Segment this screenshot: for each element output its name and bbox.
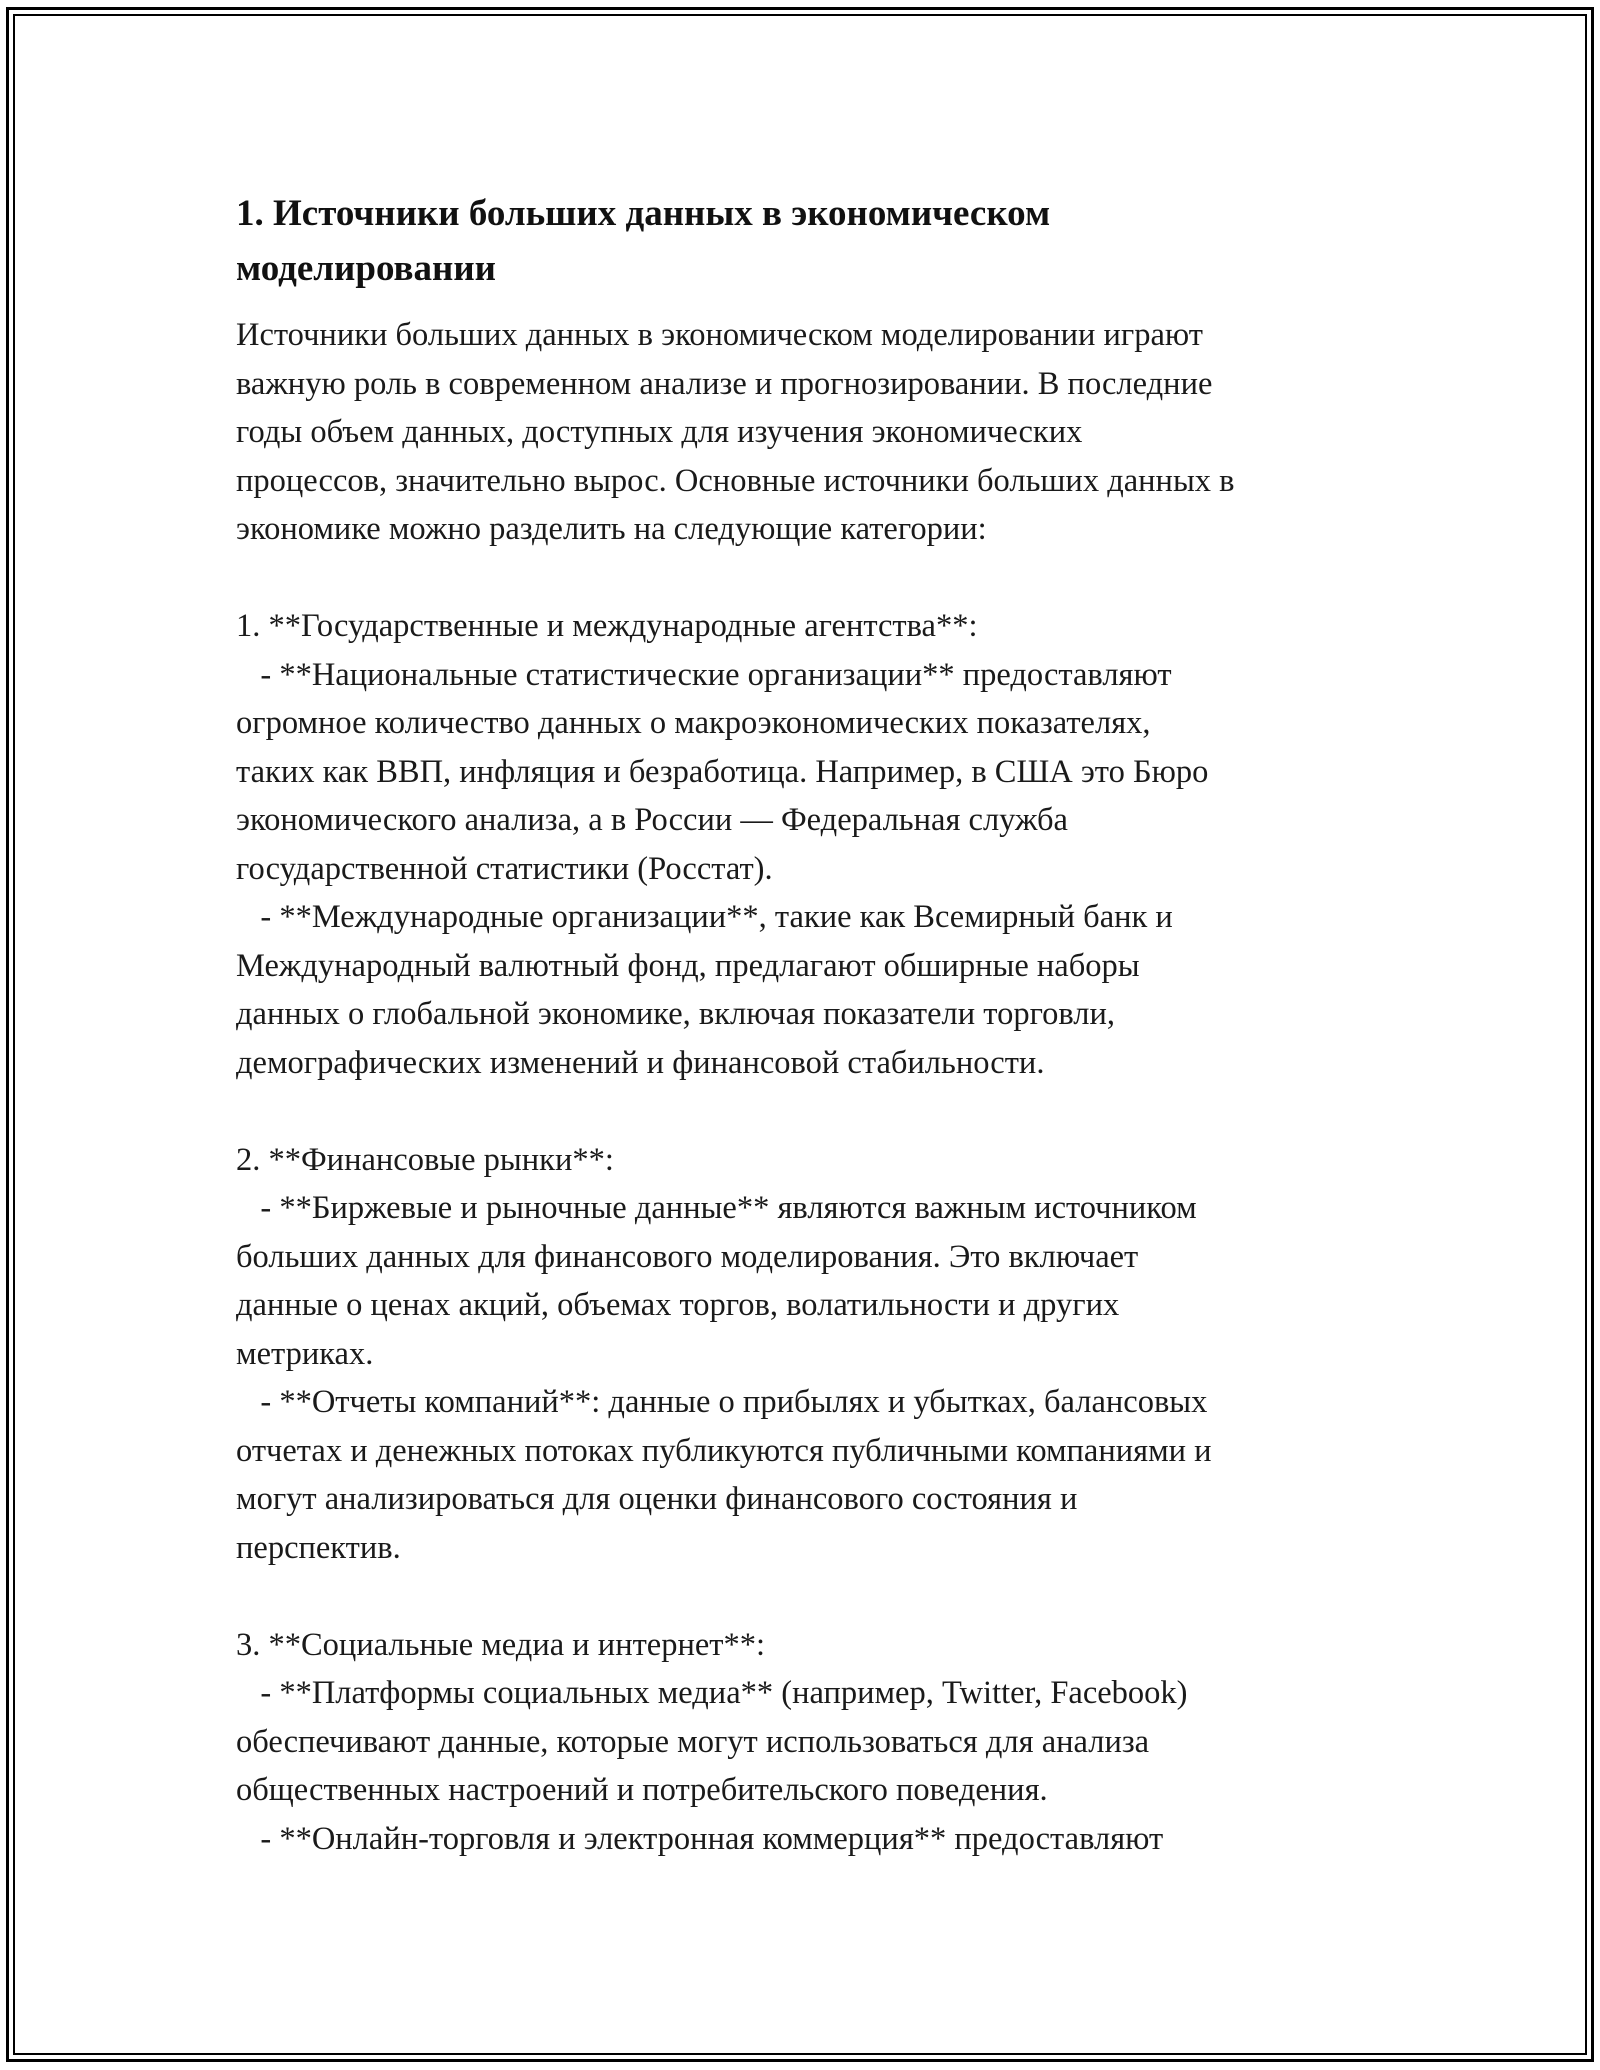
- section-body-text: Источники больших данных в экономическом моделировании играют важную роль в современном анализе и прогнозировании. В последние годы объем данных, доступных для изучения экономических процессов, значительно вырос. Основные источники больших данных в экономике можно разделить на следующие категории: 1. **Государственные и международные агентства**: - **Национальные статистические организации** предоставляют огромное количество данных о макроэкономических показателях, таких как ВВП, инфляция и безработица. Например, в США это Бюро экономического анализа, а в России — Федеральная служба государственной статистики (Росстат). - **Международные организации**, такие как Всемирный банк и Международный валютный фонд, предлагают обширные наборы данных о глобальной экономике, включая показатели торговли, демографических изменений и финансовой стабильности. 2. **Финансовые рынки**: - **Биржевые и рыночные данные** являются важным источником больших данных для финансового моделирования. Это включает данные о ценах акций, объемах торгов, волатильности и других метриках. - **Отчеты компаний**: данные о прибылях и убытках, балансовых отчетах и денежных потоках публикуются публичными компаниями и могут анализироваться для оценки финансового состояния и перспектив. 3. **Социальные медиа и интернет**: - **Платформы социальных медиа** (например, Twitter, Facebook) обеспечивают данные, которые могут использоваться для анализа общественных настроений и потребительского поведения. - **Онлайн-торговля и электронная коммерция** предоставляют: [236, 317, 1235, 1857]
- document-content: [236, 186, 1396, 1863]
- section-heading: 1. Источники больших данных в экономическом моделировании: [236, 193, 1051, 289]
